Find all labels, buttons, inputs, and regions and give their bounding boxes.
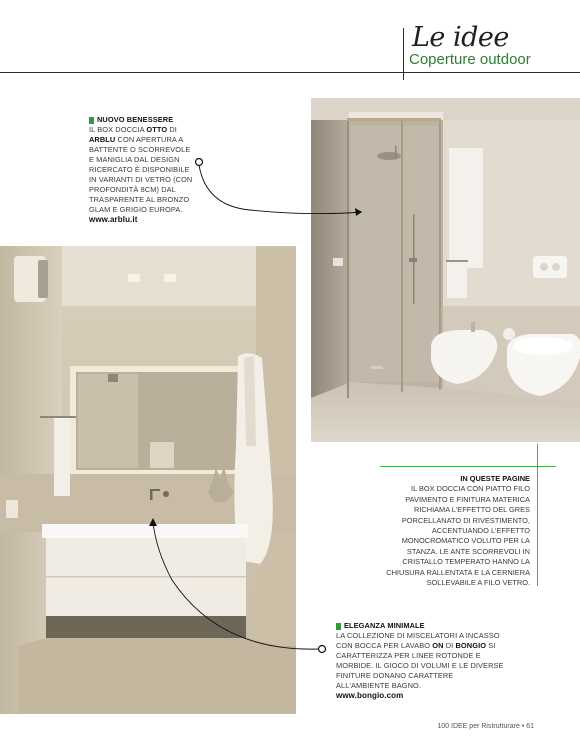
green-bullet-icon [336,623,341,630]
header-horizontal-rule [0,72,580,73]
bongio-link[interactable]: www.bongio.com [336,691,404,700]
caption-bongio-title: ELEGANZA MINIMALE [336,621,508,631]
caption-arblu-body: IL BOX DOCCIA OTTO DI ARBLU CON APERTURA A BATTENTE O SCORREVOLE E MANIGLIA DAL DESIGN RICERCATO È DISPONIBILE IN VARIANTI DI VETRO (CON PROFONDITÀ 8CM) DAL TRASPARENTE AL BRONZO GLAM E GRIGIO EUROPA. [89,125,193,214]
vanity-bathroom-photo [0,246,296,714]
arblu-link[interactable]: www.arblu.it [89,215,138,224]
section-title: Le idee [412,22,509,53]
green-bullet-icon [89,117,94,124]
info-box-body: IL BOX DOCCIA CON PIATTO FILO PAVIMENTO E FINITURA MATERICA RICHIAMA L'EFFETTO DEL GRES PORCELLANATO DI RIVESTIMENTO, ACCENTUANDO L'EFFETTO MONOCROMATICO VOLUTO PER LA STANZA. LE ANTE SCORREVOLI IN CRISTALLO TEMPERATO HANNO LA CHIUSURA RALLENTATA E LA CERNIERA SOLLEVABILE A FILO VETRO. [386,484,530,588]
caption-bongio [336,621,508,701]
section-subtitle: Coperture outdoor [409,51,531,68]
page-footer: 100 IDEE per Ristrutturare • 61 [437,723,534,730]
caption-bongio-body: LA COLLEZIONE DI MISCELATORI A INCASSO CON BOCCA PER LAVABO ON DI BONGIO SI CARATTERIZZA PER LINEE ROTONDE E MORBIDE. IL GIOCO DI VOLUMI E LE DIVERSE FINITURE DONANO CARATTERE ALL'AMBIENTE BAGNO. [336,631,504,690]
info-box-in-queste-pagine [382,474,530,588]
caption-arblu-title: NUOVO BENESSERE [89,115,197,125]
connector-dot-bottom [319,646,326,653]
info-box-horizontal-rule [380,466,556,467]
shower-bathroom-photo [311,98,580,442]
caption-arblu [89,115,197,225]
info-box-title: IN QUESTE PAGINE [460,474,530,483]
